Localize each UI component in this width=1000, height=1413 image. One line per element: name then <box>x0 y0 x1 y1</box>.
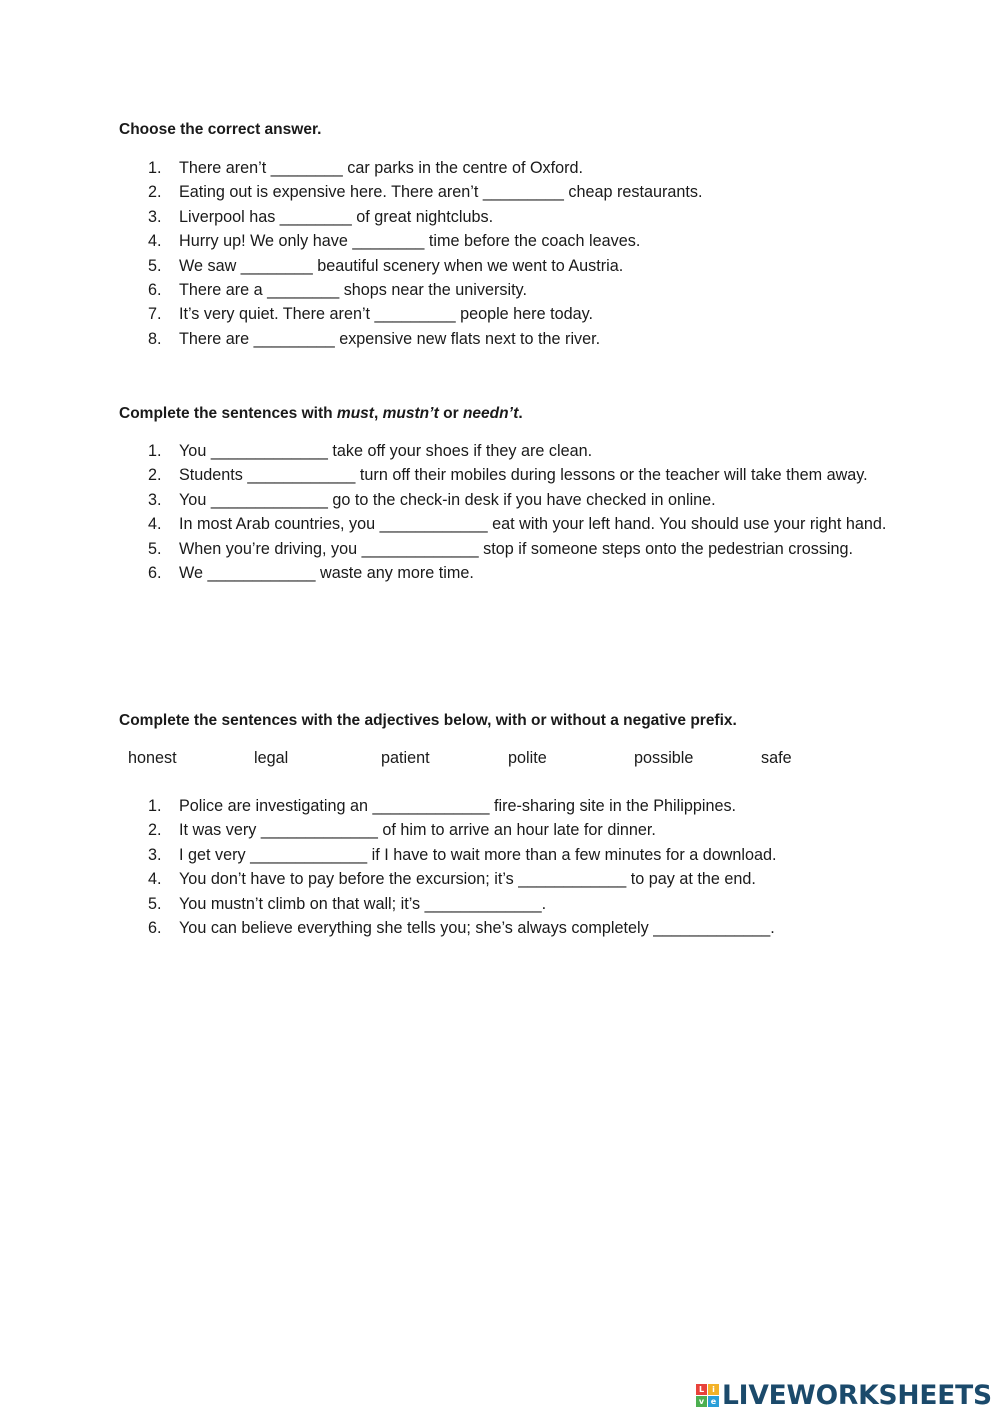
section-2-title: Complete the sentences with must, mustn’t or needn’t. <box>119 405 523 422</box>
liveworksheets-logo[interactable] <box>696 1378 992 1412</box>
list-item: 3. Liverpool has ________ of great nightclubs. <box>148 207 494 226</box>
section-3-title: Complete the sentences with the adjectives below, with or without a negative prefix. <box>119 712 737 729</box>
section-1-title: Choose the correct answer. <box>119 121 322 138</box>
list-item: 3. You _____________ go to the check-in desk if you have checked in online. <box>148 490 716 509</box>
section-2-list <box>148 439 888 585</box>
logo-text: LIVEWORKSHEETS <box>722 1379 992 1411</box>
logo-tile: i <box>708 1384 719 1395</box>
word-bank-item: possible <box>634 749 694 767</box>
list-item: 2. Eating out is expensive here. There aren’t _________ cheap restaurants. <box>148 183 703 202</box>
list-item: 5. You mustn’t climb on that wall; it’s _____________. <box>148 894 547 913</box>
word-bank-item: safe <box>761 749 792 767</box>
list-item: 5. When you’re driving, you _____________ stop if someone steps onto the pedestrian crossing. <box>148 539 854 558</box>
list-item: 2. It was very _____________ of him to arrive an hour late for dinner. <box>148 821 656 840</box>
list-item: 7. It’s very quiet. There aren’t _________ people here today. <box>148 305 593 324</box>
list-item: 4. You don’t have to pay before the excursion; it’s ____________ to pay at the end. <box>148 870 756 889</box>
list-item: 5. We saw ________ beautiful scenery when we went to Austria. <box>148 256 624 275</box>
word-bank-item: polite <box>508 749 547 767</box>
logo-tile: v <box>696 1396 707 1407</box>
word-bank-item: patient <box>381 749 430 767</box>
word-bank-item: legal <box>254 749 289 767</box>
section-3-list <box>148 794 928 940</box>
logo-tile: e <box>708 1396 719 1407</box>
list-item: 6. There are a ________ shops near the university. <box>148 281 527 300</box>
list-item: 6. We ____________ waste any more time. <box>148 564 474 583</box>
list-item: 1. Police are investigating an _____________ fire-sharing site in the Philippines. <box>148 797 737 815</box>
list-item: 1. There aren’t ________ car parks in the centre of Oxford. <box>148 159 584 177</box>
list-item: 4. In most Arab countries, you ____________ eat with your left hand. You should use your right hand. <box>148 515 887 534</box>
list-item: 4. Hurry up! We only have ________ time before the coach leaves. <box>148 232 641 251</box>
list-item: 2. Students ____________ turn off their mobiles during lessons or the teacher will take them away. <box>148 466 868 485</box>
list-item: 1. You _____________ take off your shoes if they are clean. <box>148 442 593 460</box>
list-item: 6. You can believe everything she tells you; she’s always completely _____________. <box>148 919 775 938</box>
section-1-list <box>148 156 908 351</box>
list-item: 8. There are _________ expensive new flats next to the river. <box>148 329 601 348</box>
logo-mark-icon <box>696 1384 719 1407</box>
word-bank-item: honest <box>128 749 177 767</box>
list-item: 3. I get very _____________ if I have to wait more than a few minutes for a download. <box>148 845 777 864</box>
logo-tile: L <box>696 1384 707 1395</box>
